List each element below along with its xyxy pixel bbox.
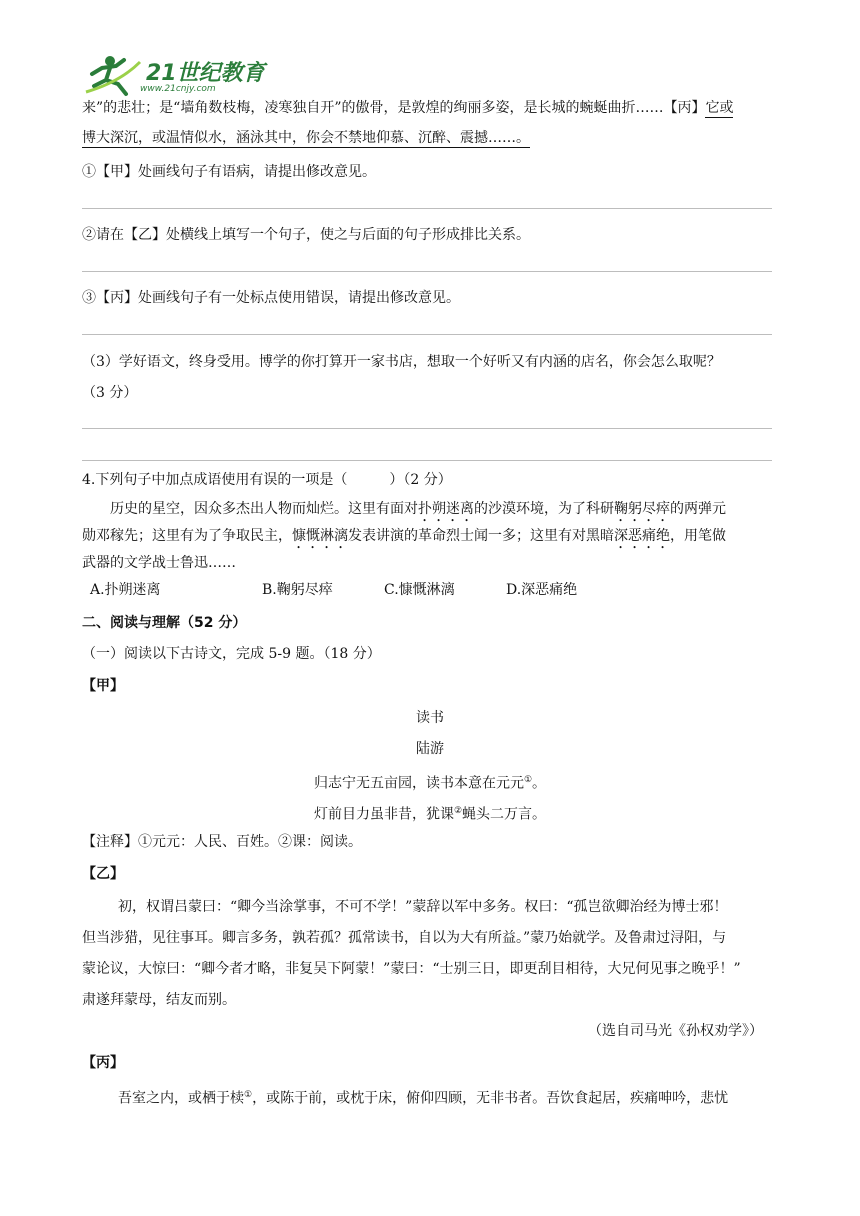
passage-line-1 — [82, 98, 733, 118]
passage-text: 来”的悲壮；是“墙角数枝梅，凌寒独自开”的傲骨，是敦煌的绚丽多姿，是长城的蜿蜒曲折……【丙】 — [82, 100, 706, 116]
poem-text: 灯前目力虽非昔，犹课 — [313, 806, 454, 823]
idiom-a: 扑朔迷离 — [418, 501, 474, 517]
label-jia: 【甲】 — [82, 678, 124, 694]
poem-title: 读书 — [416, 710, 444, 726]
passage-text: 历史的星空，因众多杰出人物而灿烂。这里有面对 — [110, 501, 418, 517]
option-a[interactable]: A.扑朔迷离 — [90, 582, 161, 598]
question-4-passage-line-3: 武器的文学战士鲁迅…… — [82, 555, 236, 571]
prose-text: 吾室之内，或栖于椟 — [118, 1090, 244, 1107]
site-logo — [80, 52, 270, 100]
question-4-stem: 4.下列句子中加点成语使用有误的一项是（ ）（2 分） — [82, 472, 452, 488]
logo-brand-text: 21世纪教育 — [146, 61, 265, 86]
poem-note: 【注释】①元元：人民、百姓。②课：阅读。 — [82, 834, 362, 850]
passage-text: 发表讲演的革命烈士闻一多；这里有对黑暗 — [348, 528, 614, 544]
footnote-marker: ① — [244, 1090, 253, 1100]
prose-line-1: 初，权谓吕蒙曰：“卿今当涂掌事，不可不学！”蒙辞以军中多务。权曰：“孤岂欲卿治经为博士邪！ — [118, 899, 728, 915]
underlined-sentence: 博大深沉，或温情似水，涵泳其中，你会不禁地仰慕、沉醉、震撼……。 — [82, 130, 530, 146]
option-d[interactable]: D.深恶痛绝 — [506, 582, 578, 598]
footnote-marker: ② — [453, 806, 463, 816]
prose-line-4: 肃遂拜蒙母，结友而别。 — [82, 992, 236, 1008]
passage-text: 勋邓稼先；这里有为了争取民主， — [82, 528, 292, 544]
section-heading: 二、阅读与理解（52 分） — [82, 615, 247, 631]
prose-line-2: 但当涉猎，见往事耳。卿言多务，孰若孤？孤常读书，自以为大有所益。”蒙乃始就学。及鲁肃过浔阳，与 — [82, 930, 727, 946]
question-3-stem: （3）学好语文，终身受用。博学的你打算开一家书店，想取一个好听又有内涵的店名，你会怎么取呢？ — [82, 354, 721, 370]
question-4-passage-line-1 — [110, 499, 726, 525]
footnote-marker: ① — [523, 775, 533, 785]
question-2-2: ②请在【乙】处横线上填写一个句子，使之与后面的句子形成排比关系。 — [82, 227, 530, 243]
poem-author: 陆游 — [416, 741, 444, 757]
poem-text: 蝇头二万言。 — [462, 806, 547, 823]
answer-line[interactable] — [82, 271, 772, 272]
label-yi: 【乙】 — [82, 866, 124, 882]
poem-text: 。 — [532, 775, 547, 792]
prose-source: （选自司马光《孙权劝学》） — [588, 1023, 763, 1039]
question-2-3: ③【丙】处画线句子有一处标点使用错误，请提出修改意见。 — [82, 290, 460, 306]
poem-line-1 — [0, 770, 860, 794]
answer-line[interactable] — [82, 208, 772, 209]
idiom-d: 深恶痛绝 — [614, 528, 670, 544]
passage-line-2 — [82, 128, 530, 148]
idiom-c: 慷慨淋漓 — [292, 528, 348, 544]
poem-line-2 — [0, 801, 860, 825]
answer-line[interactable] — [82, 334, 772, 335]
prose-text: ，或陈于前，或枕于床，俯仰四顾，无非书者。吾饮食起居，疾痛呻吟，悲忧 — [252, 1090, 729, 1107]
question-4-passage-line-2 — [82, 526, 726, 552]
prose-line-3: 蒙论议，大惊曰：“卿今者才略，非复吴下阿蒙！”蒙曰：“士别三日，即更刮目相待，大兄何见事之晚乎！” — [82, 961, 741, 977]
passage-text: ，用笔做 — [670, 528, 726, 544]
idiom-b: 鞠躬尽瘁 — [614, 501, 670, 517]
section-part-1: （一）阅读以下古诗文，完成 5-9 题。（18 分） — [82, 646, 381, 662]
poem-text: 归志宁无五亩园，读书本意在元元 — [313, 775, 524, 792]
answer-line[interactable] — [82, 460, 772, 461]
answer-line[interactable] — [82, 428, 772, 429]
question-2-1: ①【甲】处画线句子有语病，请提出修改意见。 — [82, 164, 376, 180]
prose-line-1 — [118, 1085, 728, 1109]
option-c[interactable]: C.慷慨淋漓 — [384, 582, 455, 598]
passage-text: 的两弹元 — [670, 501, 726, 517]
option-b[interactable]: B.鞠躬尽瘁 — [262, 582, 333, 598]
logo-url-text: www.21cnjy.com — [140, 84, 216, 94]
passage-text: 的沙漠环境，为了科研 — [474, 501, 614, 517]
label-bing: 【丙】 — [82, 1055, 124, 1071]
question-3-points: （3 分） — [82, 385, 138, 401]
underlined-sentence: 它或 — [705, 100, 734, 116]
